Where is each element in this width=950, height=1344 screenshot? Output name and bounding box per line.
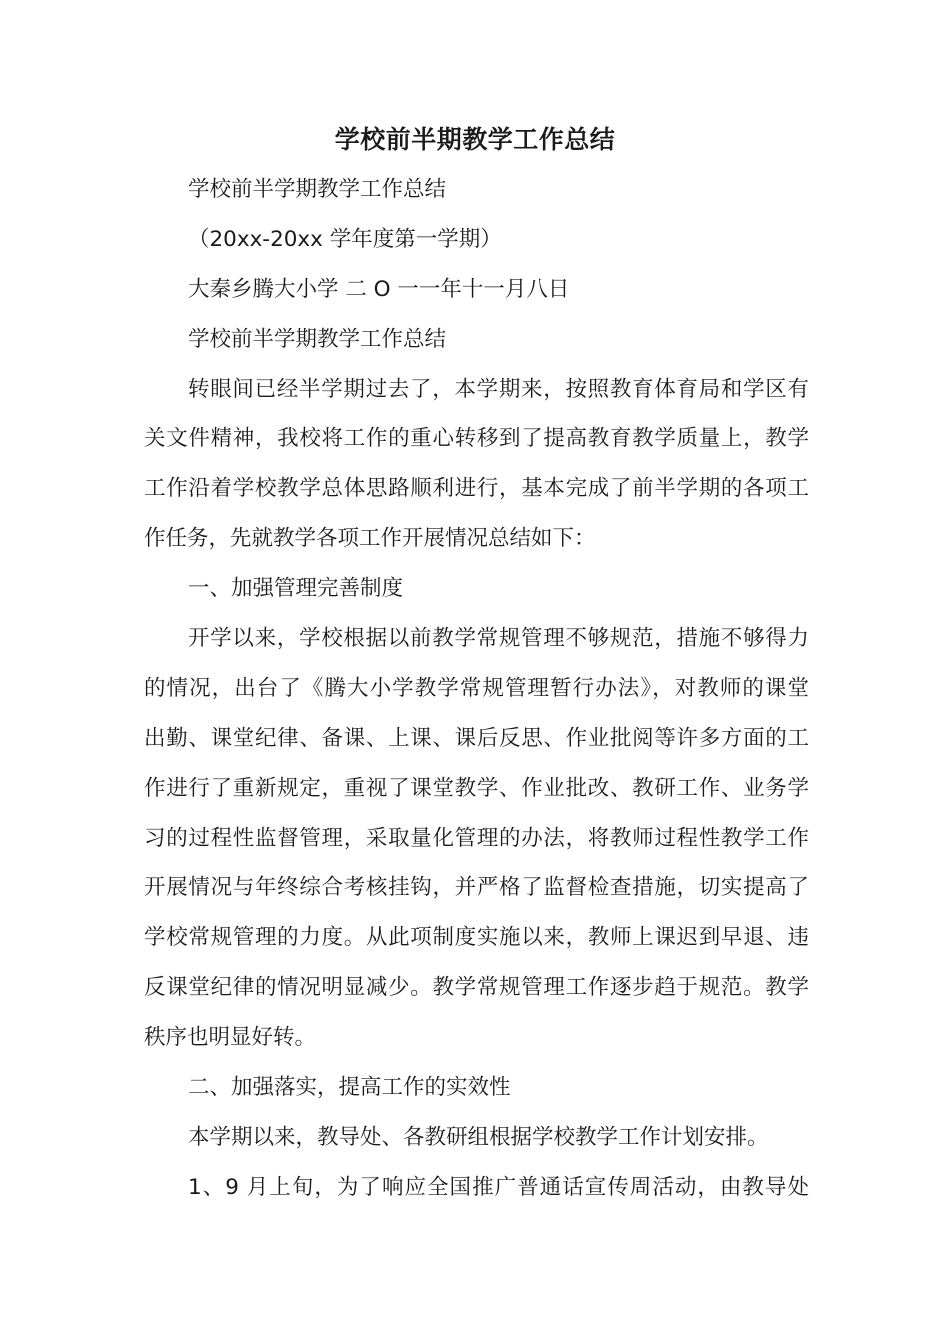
paragraph-line: 作任务，先就教学各项工作开展情况总结如下： — [144, 526, 596, 552]
paragraph-line: 开学以来，学校根据以前教学常规管理不够规范，措施不够得力 — [188, 626, 809, 652]
paragraph-line: 关文件精神，我校将工作的重心转移到了提高教育教学质量上，教学 — [144, 426, 809, 452]
paragraph-line: 学校前半学期教学工作总结 — [188, 326, 447, 352]
paragraph-line: 出勤、课堂纪律、备课、上课、课后反思、作业批阅等许多方面的工 — [144, 725, 809, 751]
paragraph-line: 一、加强管理完善制度 — [188, 576, 404, 602]
paragraph-line: （20xx-20xx 学年度第一学期） — [188, 226, 502, 252]
paragraph-line: 习的过程性监督管理，采取量化管理的办法，将教师过程性教学工作 — [144, 825, 809, 851]
document-body — [144, 165, 809, 1213]
paragraph-line: 学校前半学期教学工作总结 — [188, 177, 447, 202]
paragraph-line: 的情况，出台了《腾大小学教学常规管理暂行办法》，对教师的课堂 — [144, 675, 809, 701]
paragraph-line: 开展情况与年终综合考核挂钩，并严格了监督检查措施，切实提高了 — [144, 875, 809, 901]
paragraph-line: 工作沿着学校教学总体思路顺利进行，基本完成了前半学期的各项工 — [144, 476, 809, 502]
paragraph-line: 秩序也明显好转。 — [144, 1025, 317, 1051]
paragraph-line: 本学期以来，教导处、各教研组根据学校教学工作计划安排。 — [188, 1124, 769, 1150]
paragraph-line: 转眼间已经半学期过去了，本学期来，按照教育体育局和学区有 — [188, 376, 809, 402]
paragraph-line: 反课堂纪律的情况明显减少。教学常规管理工作逐步趋于规范。教学 — [144, 975, 809, 1001]
paragraph-line: 学校常规管理的力度。从此项制度实施以来，教师上课迟到早退、违 — [144, 925, 809, 951]
paragraph-line: 二、加强落实，提高工作的实效性 — [188, 1075, 511, 1101]
paragraph-line: 1、9 月上旬，为了响应全国推广普通话宣传周活动，由教导处 — [188, 1174, 809, 1200]
document-title: 学校前半期教学工作总结 — [334, 125, 616, 154]
paragraph-line: 作进行了重新规定，重视了课堂教学、作业批改、教研工作、业务学 — [144, 775, 809, 801]
paragraph-line: 大秦乡腾大小学 二 O 一一年十一月八日 — [188, 276, 570, 302]
